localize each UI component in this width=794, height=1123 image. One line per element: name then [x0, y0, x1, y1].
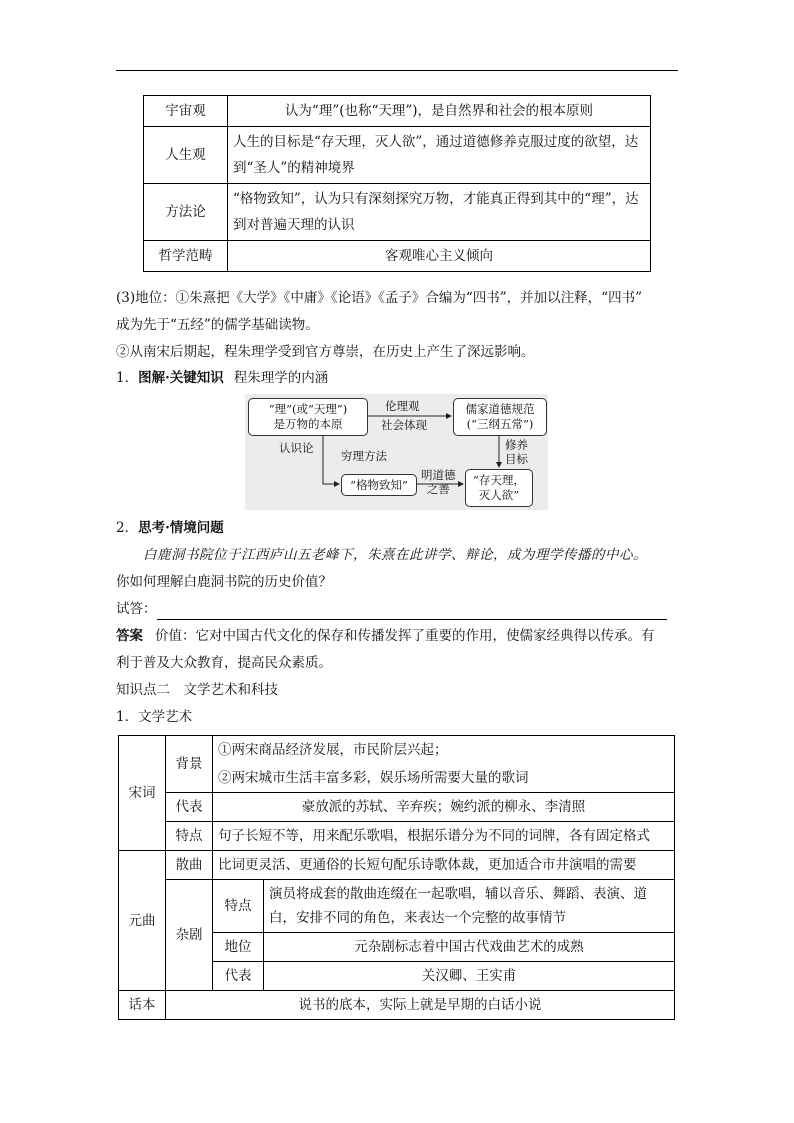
question-text: 你如何理解白鹿洞书院的历史价值？: [116, 574, 332, 590]
table-row: [119, 822, 675, 851]
cell-zaju-daibiao: 代表: [213, 962, 264, 991]
cell-tedian-text: 句子长短不等，用来配乐歌唱，根据乐谱分为不同的词牌，各有固定格式: [213, 822, 675, 851]
label-renshi: 认识论: [279, 441, 314, 455]
section-heading-thinking: [116, 517, 224, 539]
cell-daibiao-text: 豪放派的苏轼、辛弃疾；婉约派的柳永、李清照: [213, 793, 675, 822]
concept-diagram: [245, 394, 548, 510]
box-rujia: 儒家道德规范 (“三纲五常”): [453, 398, 547, 436]
cell-yuanqu: 元曲: [119, 851, 166, 991]
table-row: [144, 184, 651, 241]
label-shehui: 社会体现: [381, 418, 427, 432]
status-line-1: (3)地位：①朱熹把《大学》《中庸》《论语》《孟子》合编为“四书”，并加以注释，“四书”: [116, 290, 642, 306]
section-literature: 1．文学艺术: [116, 709, 193, 725]
knowledge-point-2: 知识点二 文学艺术和科技: [116, 682, 278, 698]
cell-huaben-text: 说书的底本，实际上就是早期的白话小说: [166, 991, 675, 1020]
row-label: 哲学范畴: [144, 241, 228, 272]
answer-label: 答案: [116, 628, 143, 644]
table-row: [119, 736, 675, 765]
answer-line-2: 利于普及大众教育，提高民众素质。: [116, 655, 332, 671]
cell-tedian: 特点: [166, 822, 213, 851]
section-number: 1．: [116, 370, 139, 386]
answer-blank[interactable]: [157, 605, 667, 620]
cell-beijing-1: ①两宋商品经济发展，市民阶层兴起；: [213, 736, 675, 765]
label-mingdao: 明道德 之善: [421, 468, 456, 496]
row-label: 人生观: [144, 127, 228, 184]
section-number: 2．: [116, 520, 139, 536]
cell-zaju-tedian: 特点: [213, 880, 264, 933]
arrow-li-to-gewu: [323, 436, 339, 484]
box-cun: “存天理， 灭人欲”: [465, 469, 533, 507]
status-line-2: 成为先于“五经”的儒学基础读物。: [116, 317, 319, 333]
row-content: 人生的目标是“存天理，灭人欲”，通过道德修养克服过度的欲望，达到“圣人”的精神境界: [228, 127, 651, 184]
row-content: 认为“理”(也称“天理”)，是自然界和社会的根本原则: [228, 96, 651, 127]
section-title: 程朱理学的内涵: [233, 370, 329, 386]
cell-diwei-text: 元杂剧标志着中国古代戏曲艺术的成熟: [264, 933, 675, 962]
cell-sanqu: 散曲: [166, 851, 213, 880]
cell-beijing-2: ②两宋城市生活丰富多彩，娱乐场所需要大量的歌词: [213, 764, 675, 793]
cell-zaju-daibiao-text: 关汉卿、王实甫: [264, 962, 675, 991]
try-answer-line: [116, 598, 667, 620]
table-row: [119, 880, 675, 933]
section-heading-diagram: [116, 367, 328, 389]
section-head: 图解·关键知识: [138, 370, 224, 386]
answer-line-1: [116, 625, 655, 647]
label-qiongli: 穷理方法: [341, 449, 387, 463]
status-line-3: ②从南宋后期起，程朱理学受到官方尊崇，在历史上产生了深远影响。: [116, 344, 535, 360]
table-row: [144, 127, 651, 184]
cell-zaju: 杂剧: [166, 880, 213, 991]
row-content: “格物致知”，认为只有深刻探究万物，才能真正得到其中的“理”，达到对普遍天理的认识: [228, 184, 651, 241]
row-content: 客观唯心主义倾向: [228, 241, 651, 272]
table-row: [119, 851, 675, 880]
cell-diwei: 地位: [213, 933, 264, 962]
table-row: [144, 241, 651, 272]
cell-daibiao: 代表: [166, 793, 213, 822]
neo-confucian-table: [143, 95, 651, 272]
cell-beijing: 背景: [166, 736, 213, 793]
cell-huaben: 话本: [119, 991, 166, 1020]
row-label: 方法论: [144, 184, 228, 241]
literature-table: [118, 735, 675, 1020]
answer-text-1: 价值：它对中国古代文化的保存和传播发挥了重要的作用，使儒家经典得以传承。有: [155, 628, 655, 644]
cell-sanqu-text: 比词更灵活、更通俗的长短句配乐诗歌体裁，更加适合市井演唱的需要: [213, 851, 675, 880]
cell-zaju-tedian-text: 演员将成套的散曲连缀在一起歌唱，辅以音乐、舞蹈、表演、道白，安排不同的角色，来表达一个完整的故事情节: [264, 880, 675, 933]
cell-songci: 宋词: [119, 736, 166, 851]
header-rule: [116, 70, 678, 71]
try-label: 试答：: [116, 601, 157, 617]
scenario-text: 白鹿洞书院位于江西庐山五老峰下，朱熹在此讲学、辩论，成为理学传播的中心。: [143, 547, 647, 563]
label-lunli: 伦理观: [385, 399, 420, 413]
row-label: 宇宙观: [144, 96, 228, 127]
box-gewu: “格物致知”: [341, 474, 417, 496]
box-li: “理”(或“天理”) 是万物的本原: [248, 398, 368, 436]
table-row: [119, 991, 675, 1020]
section-head: 思考·情境问题: [138, 520, 224, 536]
label-xiuyang: 修养 目标: [505, 438, 528, 466]
table-row: [144, 96, 651, 127]
table-row: [119, 793, 675, 822]
